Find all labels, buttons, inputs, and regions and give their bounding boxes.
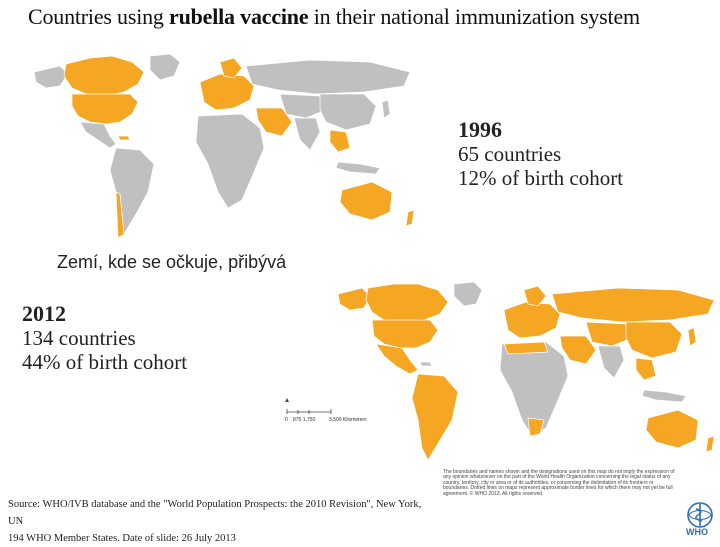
map-europe — [200, 74, 254, 110]
year-1996: 1996 — [458, 117, 502, 142]
map-usa — [372, 320, 438, 348]
map-usa — [72, 94, 138, 124]
map-mexico — [376, 344, 418, 374]
map-new-zealand — [406, 210, 414, 226]
map-disclaimer: The boundaries and names shown and the designations used on this map do not imply the expression of any opinion whatsoever on the part of the World Health Organization concerning the legal status of any country, territory, city or area or of its authorities, or concerning the delimitation of its frontiers or boundaries. Dotted lines on maps represent approximate border lines for which there may not yet be full agreement. © WHO 2013. All rights reserved. — [443, 469, 675, 497]
map-canada — [64, 56, 144, 96]
map-india — [598, 346, 624, 378]
cohort-1996: 12% of birth cohort — [458, 166, 624, 190]
map-alaska — [338, 288, 370, 310]
world-map-1996 — [20, 52, 440, 247]
map-canada — [366, 284, 448, 322]
map-north-africa — [504, 342, 548, 354]
north-arrow-icon — [285, 398, 289, 402]
map-middle-east — [560, 336, 596, 364]
map-indonesia — [336, 162, 380, 174]
source-line-1: Source: WHO/IVB database and the "World Population Prospects: the 2010 Revision", New York, UN — [8, 499, 422, 527]
map-southern-africa — [528, 418, 544, 436]
map-south-america — [110, 148, 154, 234]
scale-bar-graphic — [283, 398, 383, 416]
year-2012: 2012 — [22, 301, 66, 326]
map-europe — [504, 302, 560, 338]
scale-label-right: 3,500 Kilometers — [329, 417, 367, 423]
map-australia — [646, 410, 698, 448]
map-greenland — [454, 282, 482, 306]
map-indonesia — [642, 390, 686, 402]
map-china — [320, 94, 376, 130]
map-new-zealand — [706, 436, 714, 452]
map-central-asia — [280, 94, 326, 118]
countries-1996: 65 countries — [458, 142, 562, 166]
scale-label-mid: 875 1,750 — [293, 417, 316, 423]
map-russia — [552, 288, 714, 322]
map-caribbean — [420, 362, 432, 366]
slide-title: Countries using rubella vaccine in their national immunization system — [28, 4, 640, 29]
map-se-asia — [636, 358, 656, 380]
scale-label-left: 0 — [285, 417, 288, 423]
map-greenland — [150, 54, 180, 80]
map-japan — [382, 100, 390, 118]
map-south-america — [412, 374, 458, 460]
map-caribbean — [118, 136, 130, 140]
map-india — [294, 118, 320, 150]
source-line-2: 194 WHO Member States. Date of slide: 26 July 2013 — [8, 533, 236, 544]
who-logo-text: WHO — [686, 527, 708, 537]
map-russia — [246, 60, 410, 94]
map-australia — [340, 182, 392, 220]
map-central-asia — [586, 322, 632, 346]
map-scale-bar — [283, 398, 383, 440]
map-japan — [688, 328, 696, 346]
map-africa — [196, 114, 264, 208]
map-china — [626, 322, 682, 358]
subtitle: Zemí, kde se očkuje, přibývá — [57, 252, 287, 272]
cohort-2012: 44% of birth cohort — [22, 350, 188, 374]
map-alaska — [34, 66, 68, 88]
source-note — [8, 496, 428, 547]
map-mexico — [80, 122, 116, 148]
stats-2012 — [22, 302, 187, 374]
stats-1996 — [458, 118, 623, 190]
countries-2012: 134 countries — [22, 326, 136, 350]
map-se-asia — [330, 130, 350, 152]
